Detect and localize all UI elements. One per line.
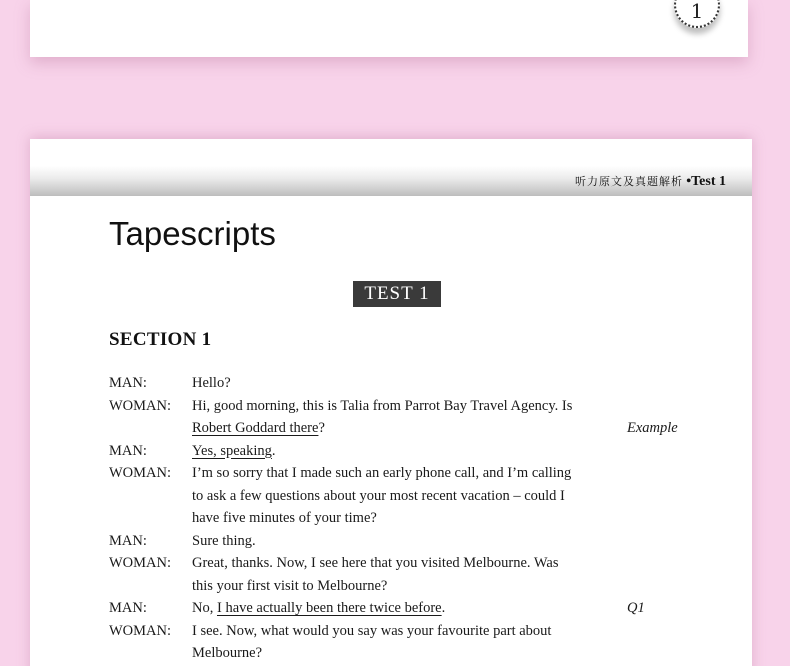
speaker-label: WOMAN: — [109, 465, 172, 481]
speaker-label: MAN: — [109, 600, 147, 616]
running-header-test: Test 1 — [691, 174, 726, 189]
speech-text: Hello? — [192, 375, 231, 391]
speech-text: I’m so sorry that I made such an early phone call, and I’m calling — [192, 465, 572, 481]
speech-text: Sure thing. — [192, 532, 256, 549]
running-header-text — [575, 173, 726, 190]
margin-note: Q1 — [627, 600, 645, 616]
speech-text: Hi, good morning, this is Talia from Parrot Bay Travel Agency. Is — [192, 397, 573, 414]
speaker-label: WOMAN: — [109, 397, 172, 414]
speech-text: Yes, speaking. — [192, 442, 276, 459]
speech-text: to ask a few questions about your most recent vacation – could I — [192, 487, 565, 504]
speech-text: Great, thanks. Now, I see here that you visited Melbourne. Was — [192, 555, 559, 571]
speaker-label: MAN: — [109, 532, 147, 549]
margin-note: Example — [627, 420, 678, 436]
running-header — [30, 166, 752, 196]
speech-text: Melbourne? — [192, 645, 263, 661]
speaker-label: MAN: — [109, 375, 147, 391]
test-badge: TEST 1 — [353, 281, 441, 307]
speech-text: have five minutes of your time? — [192, 510, 377, 526]
speech-text: Robert Goddard there? — [192, 420, 325, 436]
speech-text: No, I have actually been there twice before. — [192, 600, 446, 616]
page-number-badge: 1 — [674, 0, 720, 28]
speaker-label: MAN: — [109, 442, 147, 459]
speech-text: I see. Now, what would you say was your favourite part about — [192, 622, 552, 639]
previous-page — [30, 0, 748, 57]
running-header-separator: • — [686, 174, 692, 189]
tapescript-page — [30, 139, 752, 666]
speaker-label: WOMAN: — [109, 622, 172, 639]
page-title: Tapescripts — [109, 215, 276, 252]
running-header-chinese: 听力原文及真题解析 — [574, 175, 683, 188]
speech-text: this your first visit to Melbourne? — [192, 577, 388, 594]
section-heading: SECTION 1 — [109, 329, 212, 350]
speaker-label: WOMAN: — [109, 555, 172, 571]
